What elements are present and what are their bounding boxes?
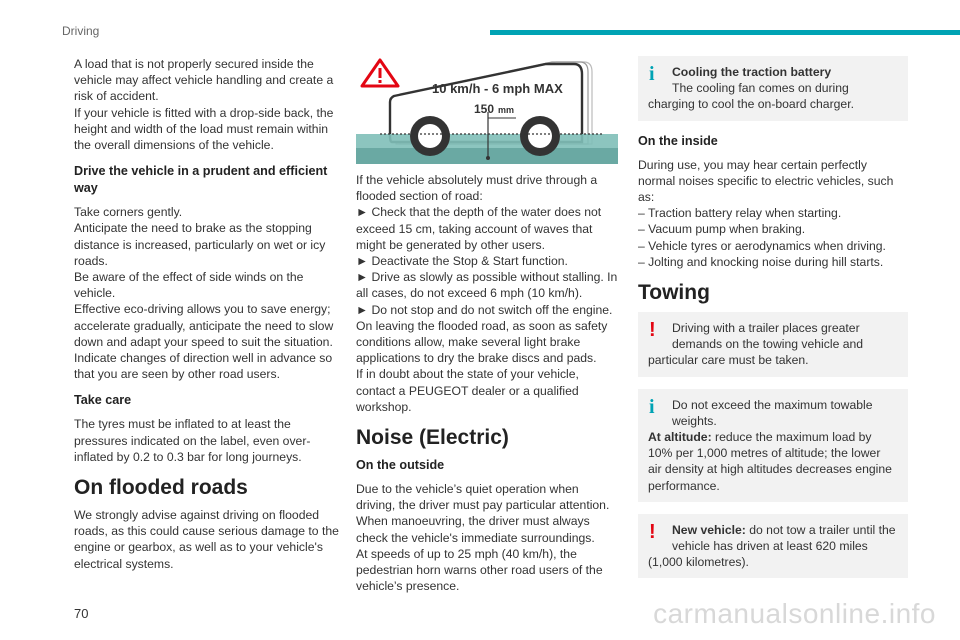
column-middle — [356, 56, 626, 604]
inside-paragraph: During use, you may hear certain perfectly normal noises specific to electric vehicles, such as: – Traction battery relay when starting. – Vacuum pump when braking. – Vehicle tyres or aerodynamics when driving. – Jolting and knocking noise during hill starts. — [638, 157, 894, 269]
warning-box-new-vehicle: ! New vehicle: do not tow a trailer until the vehicle has driven at least 620 miles (1,000 kilometres). — [638, 514, 908, 579]
take-care-paragraph: The tyres must be inflated to at least the pressures indicated on the label, even over- inflated by 0.2 to 0.3 bar for long journeys. — [74, 417, 311, 464]
flood-instructions: If the vehicle absolutely must drive through a flooded section of road: ► Check that the depth of the water does not exceed 15 cm, taking account of waves that might be generated by other users. ► Deactivate the Stop & Start function. ► Drive as slowly as possible without stalling. In all cases, do not exceed 6 mph (10 km/h). ► Do not stop and do not switch off the engine. On leaving the flooded road, as soon as safety conditions allow, make several light brake applications to dry the brake discs and pads. If in doubt about the state of your vehicle, contact a PEUGEOT dealer or a qualified workshop. — [356, 173, 618, 414]
info-icon: i — [649, 395, 655, 418]
watermark: carmanualsonline.info — [653, 598, 936, 629]
column-right — [638, 56, 908, 590]
load-paragraph: A load that is not properly secured inside the vehicle may affect vehicle handling and create a risk of accident. If your vehicle is fitted with a drop-side back, the height and width of the load must remain within the overall dimensions of the vehicle. — [74, 57, 334, 153]
flooded-paragraph: We strongly advise against driving on flooded roads, as this could cause serious damage to the engine or gearbox, as well as to your vehicle's electrical systems. — [74, 508, 339, 571]
depth-unit: mm — [498, 105, 515, 115]
heading-take-care: Take care — [74, 393, 132, 408]
page-number: 70 — [74, 606, 89, 621]
heading-prudent: Drive the vehicle in a prudent and efficient way — [74, 164, 328, 196]
exclamation-icon: ! — [649, 319, 656, 342]
column-left — [74, 56, 344, 582]
warning-box-trailer: ! Driving with a trailer places greater demands on the towing vehicle and particular care must be taken. — [638, 312, 908, 377]
heading-flooded-roads: On flooded roads — [74, 476, 248, 500]
depth-value: 150 — [474, 102, 495, 116]
info-box-weights: i Do not exceed the maximum towable weights. At altitude: reduce the maximum load by 10% per 1,000 metres of altitude; the lower air density at high altitudes decreases engine performance. — [638, 389, 908, 502]
flooded-van-illustration — [356, 56, 618, 164]
info-icon: i — [649, 63, 655, 85]
heading-outside: On the outside — [356, 458, 445, 473]
speed-limit-label: 10 km/h - 6 mph MAX — [432, 81, 563, 96]
header-accent-bar — [490, 30, 960, 35]
heading-inside: On the inside — [638, 133, 718, 148]
heading-towing: Towing — [638, 281, 710, 305]
warning-triangle-icon — [362, 60, 398, 86]
header-section-title: Driving — [62, 24, 100, 38]
prudent-paragraph: Take corners gently. Anticipate the need to brake as the stopping distance is increased, particularly on wet or icy roads. Be aware of the effect of side winds on the vehicle. Effective eco-driving allows you to save energy; accelerate gradually, anticipate the need to slow down and adapt your speed to suit the situation. Indicate changes of direction well in advance so that you are seen by other road users. — [74, 205, 334, 382]
info-box-cooling: i Cooling the traction battery The cooling fan comes on during charging to cool the on-board charger. — [638, 56, 908, 121]
outside-paragraph: Due to the vehicle’s quiet operation when driving, the driver must pay particular attention. When manoeuvring, the driver must always check the vehicle's immediate surroundings. At speeds of up to 25 mph (40 km/h), the pedestrian horn warns other road users of the vehicle’s presence. — [356, 482, 610, 594]
flooded-road-figure — [356, 56, 626, 164]
heading-noise: Noise (Electric) — [356, 426, 509, 450]
exclamation-icon: ! — [649, 520, 656, 543]
